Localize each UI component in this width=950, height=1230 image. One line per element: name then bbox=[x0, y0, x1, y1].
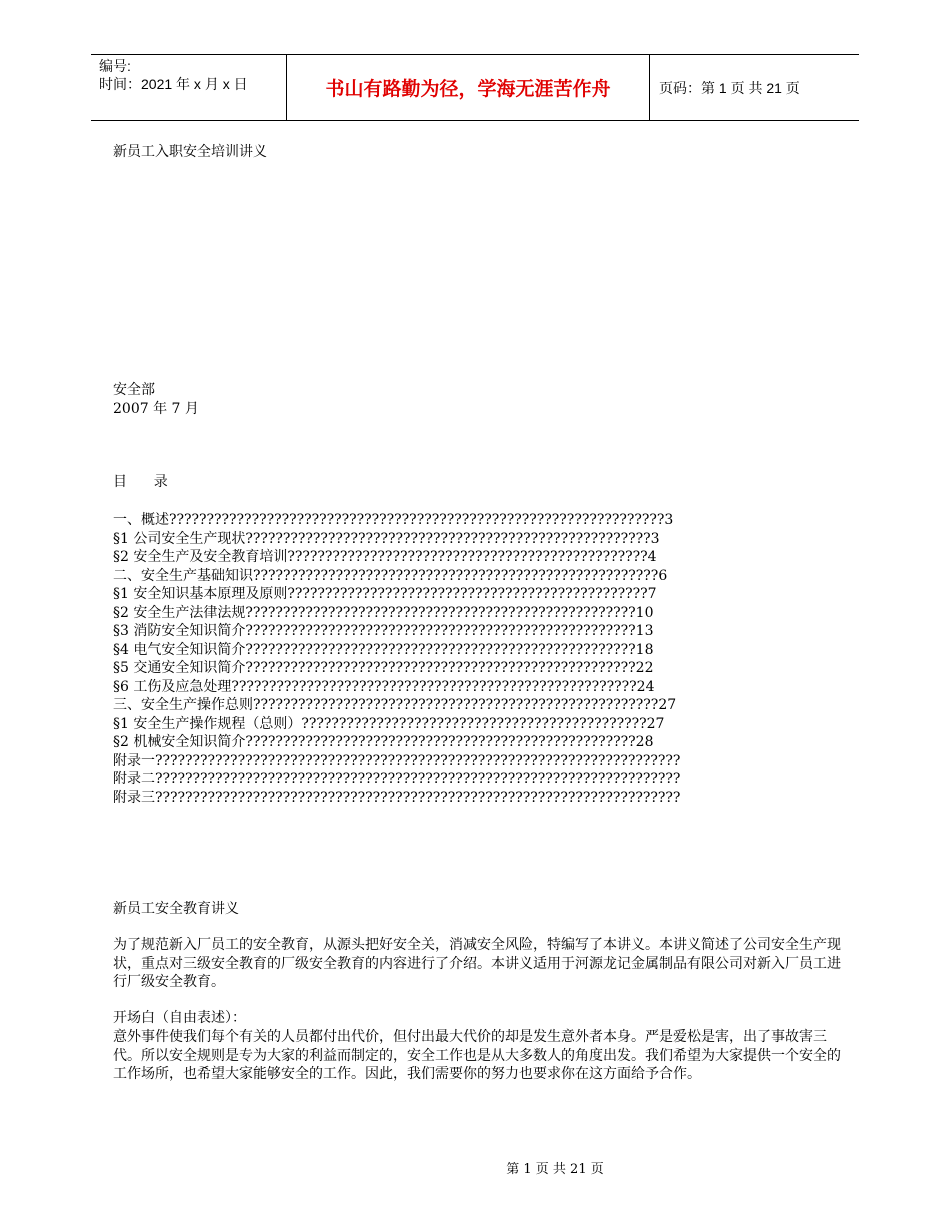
time-label: 时间：2021 年 x 月 x 日 bbox=[99, 76, 248, 92]
toc-heading: 目 录 bbox=[113, 474, 168, 490]
header-meta-cell bbox=[91, 55, 287, 120]
page-footer: 第 1 页 共 21 页 bbox=[506, 1162, 604, 1177]
toc-item: §3 消防安全知识简介????????????????????????????????????????????????????13 bbox=[113, 623, 654, 639]
header-page-cell bbox=[650, 55, 859, 120]
opening-label: 开场白（自由表述）： bbox=[113, 1010, 246, 1026]
motto-text: 书山有路勤为径，学海无涯苦作舟 bbox=[325, 78, 611, 100]
cover-date: 2007 年 7 月 bbox=[113, 401, 199, 417]
section-title: 新员工安全教育讲义 bbox=[113, 901, 239, 917]
toc-item: §2 安全生产及安全教育培训????????????????????????????????????????????????4 bbox=[113, 549, 657, 565]
toc-item: §6 工伤及应急处理??????????????????????????????????????????????????????24 bbox=[113, 678, 655, 695]
opening-paragraph: 意外事件使我们每个有关的人员都付出代价，但付出最大代价的却是发生意外者本身。严是爱松是害，出了事故害三代。所以安全规则是专为大家的利益而制定的，安全工作也是从大多数人的角度出发。我们希望为大家提供一个安全的工作场所，也希望大家能够安全的工作。因此，我们需要你的努力也要求你在这方面给予合作。 bbox=[113, 1029, 841, 1082]
toc-item: §4 电气安全知识简介????????????????????????????????????????????????????18 bbox=[113, 641, 654, 658]
cover-title: 新员工入职安全培训讲义 bbox=[113, 144, 267, 160]
toc-item: 一、概述??????????????????????????????????????????????????????????????????3 bbox=[113, 512, 674, 528]
serial-label: 编号: bbox=[99, 58, 131, 74]
toc-item: §1 安全生产操作规程（总则）??????????????????????????????????????????????27 bbox=[113, 715, 665, 732]
toc-item: 三、安全生产操作总则??????????????????????????????????????????????????????27 bbox=[113, 697, 677, 713]
toc-item: §2 安全生产法律法规????????????????????????????????????????????????????10 bbox=[113, 604, 654, 621]
toc-item: §5 交通安全知识简介????????????????????????????????????????????????????22 bbox=[113, 660, 654, 676]
header-motto-cell bbox=[287, 55, 650, 120]
toc-item: 附录一?????????????????????????????????????????????????????????????????????? bbox=[113, 752, 681, 769]
page-info: 页码：第 1 页 共 21 页 bbox=[659, 79, 800, 96]
intro-paragraph: 为了规范新入厂员工的安全教育，从源头把好安全关，消减安全风险，特编写了本讲义。本讲义简述了公司安全生产现状，重点对三级安全教育的厂级安全教育的内容进行了介绍。本讲义适用于河源龙记金属制品有限公司对新入厂员工进行厂级安全教育。 bbox=[113, 937, 841, 990]
toc-item: 附录三?????????????????????????????????????????????????????????????????????? bbox=[113, 789, 681, 806]
toc-item: §2 机械安全知识简介????????????????????????????????????????????????????28 bbox=[113, 734, 654, 750]
document-header bbox=[91, 54, 859, 121]
toc-item: 附录二?????????????????????????????????????????????????????????????????????? bbox=[113, 771, 681, 787]
toc-item: §1 安全知识基本原理及原则????????????????????????????????????????????????7 bbox=[113, 586, 657, 602]
cover-department: 安全部 bbox=[113, 382, 155, 398]
toc-item: 二、安全生产基础知识??????????????????????????????????????????????????????6 bbox=[113, 567, 668, 584]
toc-item: §1 公司安全生产现状??????????????????????????????????????????????????????3 bbox=[113, 530, 660, 547]
